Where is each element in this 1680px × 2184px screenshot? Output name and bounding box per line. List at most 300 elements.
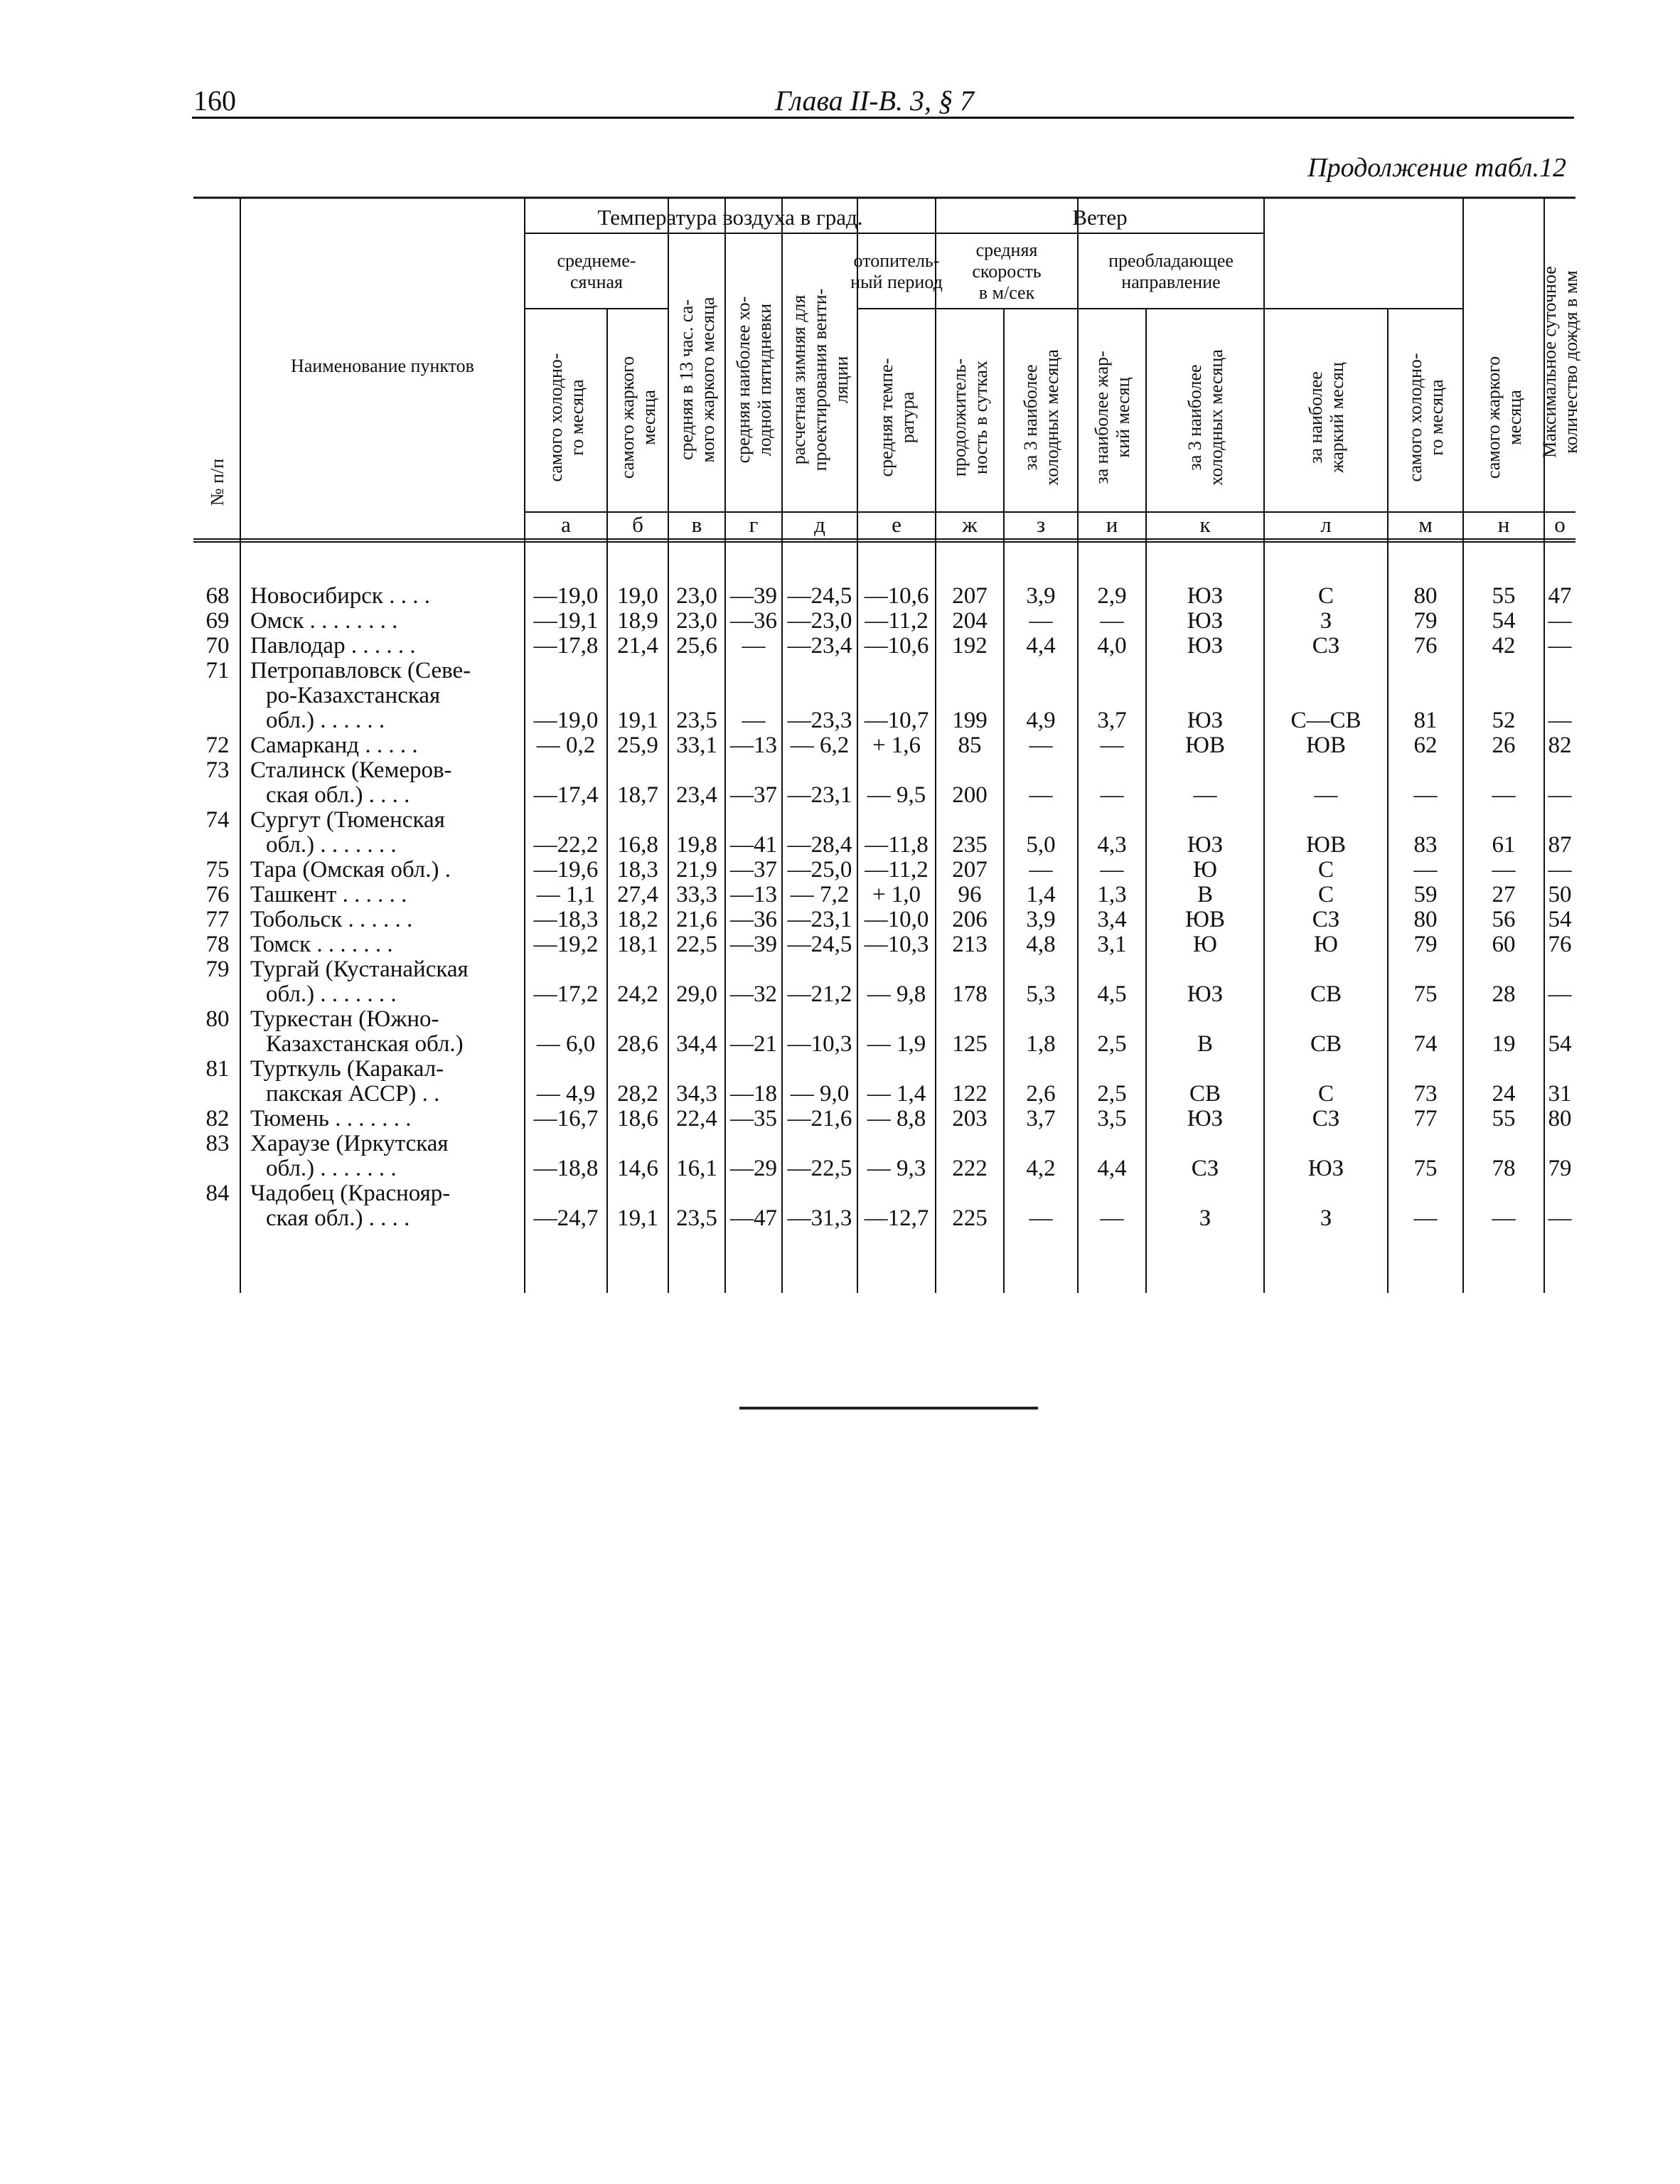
heating-period-header: ный период [850, 272, 943, 292]
table-cell-i: 2,5 [1097, 1031, 1127, 1057]
table-cell-z: 5,3 [1026, 981, 1056, 1007]
table-cell-l: ЮВ [1306, 733, 1346, 758]
table-cell-n: 61 [1492, 832, 1516, 858]
table-cell-n: 55 [1492, 1106, 1516, 1131]
table-cell-v: 23,4 [676, 782, 717, 808]
place-name: Петропавловск (Севе- [250, 658, 471, 683]
table-cell-m: — [1413, 1205, 1438, 1231]
table-cell-d: —21,2 [787, 981, 852, 1007]
column-letter-zh: ж [962, 512, 978, 537]
page-number: 160 [193, 85, 236, 117]
table-cell-l: С—СВ [1290, 708, 1361, 733]
table-cell-a: — 4,9 [536, 1081, 596, 1107]
table-cell-g: —13 [730, 733, 777, 758]
table-cell-b: 19,1 [617, 1205, 658, 1231]
table-cell-a: —22,2 [533, 832, 599, 858]
table-cell-k: ЮЗ [1187, 583, 1224, 609]
table-cell-d: —24,5 [787, 583, 852, 609]
table-cell-e: —10,6 [864, 633, 929, 659]
table-cell-e: — 9,8 [867, 981, 926, 1007]
table-cell-zh: 96 [958, 882, 982, 907]
table-cell-b: 16,8 [617, 832, 658, 858]
table-cell-i: 3,4 [1097, 907, 1127, 932]
table-cell-i: 4,5 [1097, 981, 1127, 1007]
column-letter-n: н [1497, 512, 1510, 537]
column-header-k: за 3 наиболее [1184, 364, 1205, 471]
column-letter-l: л [1320, 512, 1332, 537]
table-cell-v: 22,4 [676, 1106, 717, 1131]
table-cell-b: 18,7 [617, 782, 658, 808]
table-cell-l: СЗ [1312, 907, 1340, 932]
table-cell-e: —10,7 [864, 708, 929, 733]
table-cell-m: 79 [1413, 932, 1438, 957]
climate-table-grid [193, 198, 1581, 1293]
column-letter-k: к [1199, 512, 1211, 537]
table-cell-b: 27,4 [617, 882, 658, 907]
table-cell-m: 77 [1413, 1106, 1438, 1131]
table-cell-z: 5,0 [1026, 832, 1056, 858]
table-cell-m: — [1413, 857, 1438, 883]
table-cell-zh: 199 [952, 708, 988, 733]
table-cell-n: — [1492, 857, 1516, 883]
table-cell-o: — [1548, 608, 1572, 634]
table-cell-k: ЮЗ [1187, 1106, 1224, 1131]
table-cell-zh: 204 [952, 608, 988, 634]
column-header-v: средняя в 13 час. са- [676, 299, 697, 460]
table-cell-o: — [1548, 633, 1572, 659]
column-letter-a: а [561, 512, 571, 537]
place-name: Тюмень . . . . . . . [250, 1106, 412, 1131]
table-cell-i: 2,9 [1097, 583, 1127, 609]
name-column-header: Наименование пунктов [291, 356, 474, 376]
mean-speed-header: средняя [975, 240, 1038, 260]
table-cell-a: —19,6 [533, 857, 599, 883]
table-cell-d: — 6,2 [790, 733, 850, 758]
table-cell-zh: 207 [952, 583, 988, 609]
column-header-g: средняя наиболее хо- [733, 296, 754, 464]
row-number: 73 [205, 757, 230, 783]
table-cell-i: — [1100, 857, 1124, 883]
place-name: пакская АССР) . . [266, 1081, 440, 1107]
table-cell-i: 4,3 [1097, 832, 1127, 858]
table-cell-v: 33,3 [676, 882, 717, 907]
table-cell-k: В [1197, 882, 1214, 907]
place-name: Сталинск (Кемеров- [250, 757, 452, 783]
table-cell-a: —17,8 [533, 633, 599, 659]
table-cell-l: С [1317, 583, 1334, 609]
table-cell-e: —10,0 [864, 907, 929, 932]
place-name: ская обл.) . . . . [266, 1205, 410, 1231]
table-cell-g: — [742, 633, 766, 659]
table-cell-m: 83 [1413, 832, 1438, 858]
table-cell-o: — [1548, 1205, 1572, 1231]
table-cell-m: 80 [1413, 907, 1438, 932]
chapter-heading: Глава II-В. 3, § 7 [775, 85, 975, 117]
table-cell-l: З [1320, 608, 1332, 634]
number-column-header: № п/п [207, 458, 228, 506]
row-number: 84 [205, 1181, 230, 1206]
table-cell-n: — [1492, 1205, 1516, 1231]
table-cell-n: 78 [1492, 1156, 1516, 1181]
column-header-v: мого жаркого месяца [697, 297, 718, 463]
table-cell-d: — 7,2 [790, 882, 850, 907]
table-cell-a: —19,0 [533, 708, 599, 733]
table-cell-i: — [1100, 782, 1124, 808]
place-name: Тургай (Кустанайская [250, 957, 469, 982]
table-cell-d: —28,4 [787, 832, 852, 858]
table-cell-l: ЮЗ [1307, 1156, 1344, 1181]
table-cell-zh: 225 [952, 1205, 988, 1231]
table-cell-g: —32 [730, 981, 777, 1007]
table-cell-z: — [1029, 857, 1053, 883]
table-cell-b: 14,6 [617, 1156, 658, 1181]
table-cell-g: —39 [730, 583, 777, 609]
column-header-b: месяца [638, 390, 659, 445]
table-cell-g: —29 [730, 1156, 777, 1181]
table-cell-m: 79 [1413, 608, 1438, 634]
column-letter-v: в [691, 512, 702, 537]
table-cell-v: 23,0 [676, 583, 717, 609]
table-cell-zh: 206 [952, 907, 988, 932]
table-cell-o: — [1548, 857, 1572, 883]
column-letter-g: г [749, 512, 759, 537]
monthly-mean-header: сячная [570, 272, 623, 292]
column-header-a: го месяца [567, 379, 587, 456]
column-letter-z: з [1036, 512, 1046, 537]
table-cell-zh: 85 [958, 733, 982, 758]
table-cell-zh: 125 [952, 1031, 988, 1057]
table-cell-l: С [1317, 882, 1334, 907]
table-cell-zh: 207 [952, 857, 988, 883]
row-number: 79 [205, 957, 230, 982]
table-cell-b: 19,1 [617, 708, 658, 733]
table-cell-v: 34,4 [676, 1031, 717, 1057]
table-cell-g: —18 [730, 1081, 777, 1107]
place-name: Томск . . . . . . . [250, 932, 393, 957]
table-cell-o: — [1548, 782, 1572, 808]
table-cell-a: —18,8 [533, 1156, 599, 1181]
table-cell-g: —35 [730, 1106, 777, 1131]
table-cell-v: 21,6 [676, 907, 717, 932]
column-letter-i: и [1106, 512, 1118, 537]
table-cell-zh: 203 [952, 1106, 988, 1131]
table-cell-g: —47 [730, 1205, 777, 1231]
prevailing-direction-header: направление [1121, 272, 1221, 292]
table-cell-n: 27 [1492, 882, 1516, 907]
table-cell-a: —18,3 [533, 907, 599, 932]
table-cell-e: —10,6 [864, 583, 929, 609]
table-cell-k: ЮЗ [1187, 708, 1224, 733]
place-name: Чадобец (Краснояр- [250, 1181, 451, 1206]
table-cell-a: — 1,1 [536, 882, 596, 907]
table-cell-zh: 178 [952, 981, 988, 1007]
table-cell-i: 3,5 [1097, 1106, 1127, 1131]
column-header-z: за 3 наиболее [1020, 364, 1041, 471]
table-cell-n: 60 [1492, 932, 1516, 957]
row-number: 69 [205, 608, 230, 634]
table-cell-d: —25,0 [787, 857, 852, 883]
table-cell-v: 23,5 [676, 1205, 717, 1231]
table-cell-g: —21 [730, 1031, 777, 1057]
table-cell-a: — 6,0 [536, 1031, 596, 1057]
table-cell-n: 42 [1492, 633, 1516, 659]
column-header-i: за наиболее жар- [1091, 351, 1112, 484]
table-cell-i: 3,1 [1097, 932, 1127, 957]
table-cell-e: + 1,0 [872, 882, 921, 907]
table-cell-m: 62 [1413, 733, 1438, 758]
mean-speed-header: в м/сек [978, 282, 1035, 303]
table-cell-o: — [1548, 981, 1572, 1007]
column-header-m: самого холодно- [1405, 353, 1425, 482]
table-cell-d: — 9,0 [790, 1081, 850, 1107]
table-cell-n: 19 [1492, 1031, 1516, 1057]
table-cell-z: 1,8 [1026, 1031, 1056, 1057]
place-name: Хараузе (Иркутская [250, 1131, 449, 1156]
table-cell-g: —37 [730, 857, 777, 883]
row-number: 72 [205, 733, 230, 758]
table-cell-zh: 192 [952, 633, 988, 659]
table-cell-n: 56 [1492, 907, 1516, 932]
table-cell-v: 23,5 [676, 708, 717, 733]
table-cell-z: — [1029, 782, 1053, 808]
table-cell-m: 76 [1413, 633, 1438, 659]
table-cell-b: 19,0 [617, 583, 658, 609]
table-cell-i: — [1100, 608, 1124, 634]
table-cell-v: 22,5 [676, 932, 717, 957]
column-letter-m: м [1418, 512, 1433, 537]
table-cell-zh: 213 [952, 932, 988, 957]
column-header-n: месяца [1504, 390, 1525, 445]
column-letter-e: е [892, 512, 901, 537]
table-cell-o: 82 [1548, 733, 1572, 758]
place-name: Турткуль (Каракал- [250, 1056, 444, 1082]
heating-period-header: отопитель- [853, 250, 940, 271]
table-cell-z: 3,7 [1026, 1106, 1056, 1131]
column-header-d: проектирования венти- [810, 288, 830, 472]
table-cell-b: 18,2 [617, 907, 658, 932]
table-cell-i: 3,7 [1097, 708, 1127, 733]
table-cell-z: 4,4 [1026, 633, 1056, 659]
table-cell-v: 16,1 [676, 1156, 717, 1181]
table-cell-k: Ю [1193, 932, 1217, 957]
table-cell-v: 21,9 [676, 857, 717, 883]
column-header-z: холодных месяца [1042, 349, 1062, 486]
table-cell-z: 4,9 [1026, 708, 1056, 733]
table-cell-b: 18,3 [617, 857, 658, 883]
table-cell-o: 54 [1548, 907, 1572, 932]
mean-speed-header: скорость [972, 261, 1042, 282]
table-cell-o: — [1548, 708, 1572, 733]
table-cell-i: — [1100, 1205, 1124, 1231]
column-header-zh: продолжитель- [949, 358, 970, 477]
table-cell-n: 24 [1492, 1081, 1516, 1107]
table-cell-b: 21,4 [617, 633, 658, 659]
table-cell-n: 28 [1492, 981, 1516, 1007]
table-cell-o: 87 [1548, 832, 1572, 858]
row-number: 83 [205, 1131, 230, 1156]
table-cell-v: 29,0 [676, 981, 717, 1007]
row-number: 71 [205, 658, 230, 683]
table-cell-d: —21,6 [787, 1106, 852, 1131]
table-cell-o: 79 [1548, 1156, 1572, 1181]
table-cell-z: 3,9 [1026, 907, 1056, 932]
table-cell-a: —19,2 [533, 932, 599, 957]
table-cell-k: СВ [1189, 1081, 1221, 1107]
table-cell-o: 76 [1548, 932, 1572, 957]
table-cell-z: 4,2 [1026, 1156, 1056, 1181]
table-cell-zh: 122 [952, 1081, 988, 1107]
table-cell-a: —19,0 [533, 583, 599, 609]
climate-table [193, 198, 1581, 1293]
table-cell-d: —23,4 [787, 633, 852, 659]
place-name: обл.) . . . . . . . [266, 832, 397, 858]
table-cell-z: 4,8 [1026, 932, 1056, 957]
table-cell-m: 74 [1413, 1031, 1438, 1057]
column-header-a: самого холодно- [545, 353, 566, 482]
place-name: Павлодар . . . . . . [250, 633, 416, 659]
table-cell-d: —23,0 [787, 608, 852, 634]
table-cell-b: 18,9 [617, 608, 658, 634]
row-number: 77 [205, 907, 230, 932]
table-cell-d: —22,5 [787, 1156, 852, 1181]
table-continuation-caption: Продолжение табл.12 [1307, 153, 1566, 183]
place-name: обл.) . . . . . . . [266, 1156, 397, 1181]
table-cell-l: — [1314, 782, 1338, 808]
table-cell-o: 31 [1548, 1081, 1572, 1107]
table-cell-g: —39 [730, 932, 777, 957]
place-name: Туркестан (Южно- [250, 1006, 439, 1032]
row-number: 68 [205, 583, 230, 609]
table-cell-zh: 235 [952, 832, 988, 858]
table-cell-k: ЮВ [1185, 733, 1225, 758]
column-header-e: ратура [897, 391, 918, 444]
table-cell-v: 25,6 [676, 633, 717, 659]
table-cell-l: С [1317, 1081, 1334, 1107]
table-cell-l: З [1320, 1205, 1332, 1231]
place-name: Омск . . . . . . . . [250, 608, 398, 634]
column-header-l: за наиболее [1305, 371, 1326, 464]
table-cell-d: —24,5 [787, 932, 852, 957]
table-cell-d: —31,3 [787, 1205, 852, 1231]
table-cell-n: 54 [1492, 608, 1516, 634]
table-cell-a: —17,4 [533, 782, 599, 808]
table-cell-z: 1,4 [1026, 882, 1056, 907]
table-cell-k: СЗ [1191, 1156, 1219, 1181]
table-cell-k: ЮЗ [1187, 633, 1224, 659]
row-number: 74 [205, 807, 230, 833]
table-cell-l: СВ [1310, 981, 1342, 1007]
table-cell-m: 73 [1413, 1081, 1438, 1107]
table-cell-m: — [1413, 782, 1438, 808]
table-cell-m: 75 [1413, 1156, 1438, 1181]
table-cell-m: 80 [1413, 583, 1438, 609]
table-cell-e: —11,2 [865, 857, 929, 883]
table-cell-o: 54 [1548, 1031, 1572, 1057]
table-cell-z: 3,9 [1026, 583, 1056, 609]
place-name: Сургут (Тюменская [250, 807, 445, 833]
column-header-k: холодных месяца [1206, 349, 1226, 486]
table-cell-e: —12,7 [864, 1205, 929, 1231]
column-header-i: кий месяц [1113, 377, 1133, 458]
table-cell-a: — 0,2 [536, 733, 596, 758]
table-cell-i: — [1100, 733, 1124, 758]
table-cell-e: —11,8 [865, 832, 929, 858]
table-cell-d: —23,1 [787, 782, 852, 808]
table-cell-g: —37 [730, 782, 777, 808]
table-cell-v: 33,1 [676, 733, 717, 758]
column-letter-b: б [632, 512, 643, 537]
table-cell-a: —17,2 [533, 981, 599, 1007]
table-cell-g: —41 [730, 832, 777, 858]
table-cell-m: 81 [1413, 708, 1438, 733]
table-cell-l: СЗ [1312, 1106, 1340, 1131]
place-name: Тобольск . . . . . . [250, 907, 413, 932]
table-cell-e: — 1,4 [867, 1081, 926, 1107]
table-cell-g: —36 [730, 608, 777, 634]
table-cell-d: —23,1 [787, 907, 852, 932]
table-cell-v: 19,8 [676, 832, 717, 858]
table-cell-v: 23,0 [676, 608, 717, 634]
place-name: Самарканд . . . . . [250, 733, 418, 758]
table-cell-e: — 8,8 [867, 1106, 926, 1131]
column-letter-d: д [814, 512, 825, 537]
table-cell-e: —10,3 [864, 932, 929, 957]
wind-group-header: Ветер [1072, 205, 1128, 230]
place-name: обл.) . . . . . . [266, 708, 385, 733]
table-cell-z: — [1029, 608, 1053, 634]
table-cell-g: —13 [730, 882, 777, 907]
table-cell-k: Ю [1193, 857, 1217, 883]
column-header-b: самого жаркого [617, 356, 638, 479]
temp-group-header: Температура воздуха в град. [597, 205, 863, 230]
table-cell-k: З [1199, 1205, 1211, 1231]
prevailing-direction-header: преобладающее [1108, 250, 1234, 271]
table-cell-e: — 9,3 [867, 1156, 926, 1181]
column-header-o: количество дождя в мм [1561, 270, 1581, 454]
table-cell-b: 18,1 [617, 932, 658, 957]
table-cell-l: СЗ [1312, 633, 1340, 659]
row-number: 76 [205, 882, 230, 907]
place-name: Новосибирск . . . . [250, 583, 430, 609]
table-cell-a: —24,7 [533, 1205, 599, 1231]
table-cell-e: — 1,9 [867, 1031, 926, 1057]
table-cell-n: 26 [1492, 733, 1516, 758]
table-cell-a: —19,1 [533, 608, 599, 634]
table-cell-m: 75 [1413, 981, 1438, 1007]
place-name: Тара (Омская обл.) . [250, 857, 451, 883]
table-cell-n: 55 [1492, 583, 1516, 609]
table-cell-i: 2,5 [1097, 1081, 1127, 1107]
table-cell-i: 1,3 [1097, 882, 1127, 907]
row-number: 78 [205, 932, 230, 957]
table-cell-k: В [1197, 1031, 1214, 1057]
table-cell-l: ЮВ [1306, 832, 1346, 858]
table-cell-e: —11,2 [865, 608, 929, 634]
table-cell-b: 18,6 [617, 1106, 658, 1131]
row-number: 70 [205, 633, 230, 659]
row-number: 82 [205, 1106, 230, 1131]
table-cell-k: ЮЗ [1187, 832, 1224, 858]
place-name: ская обл.) . . . . [266, 782, 410, 808]
column-header-m: го месяца [1426, 379, 1447, 456]
place-name: обл.) . . . . . . . [266, 981, 397, 1007]
table-cell-n: 52 [1492, 708, 1516, 733]
column-header-zh: ность в сутках [970, 361, 991, 474]
column-header-o: Максимальное суточное [1539, 266, 1560, 458]
table-cell-i: 4,4 [1097, 1156, 1127, 1181]
header-rule [192, 117, 1574, 119]
table-cell-b: 28,2 [617, 1081, 658, 1107]
